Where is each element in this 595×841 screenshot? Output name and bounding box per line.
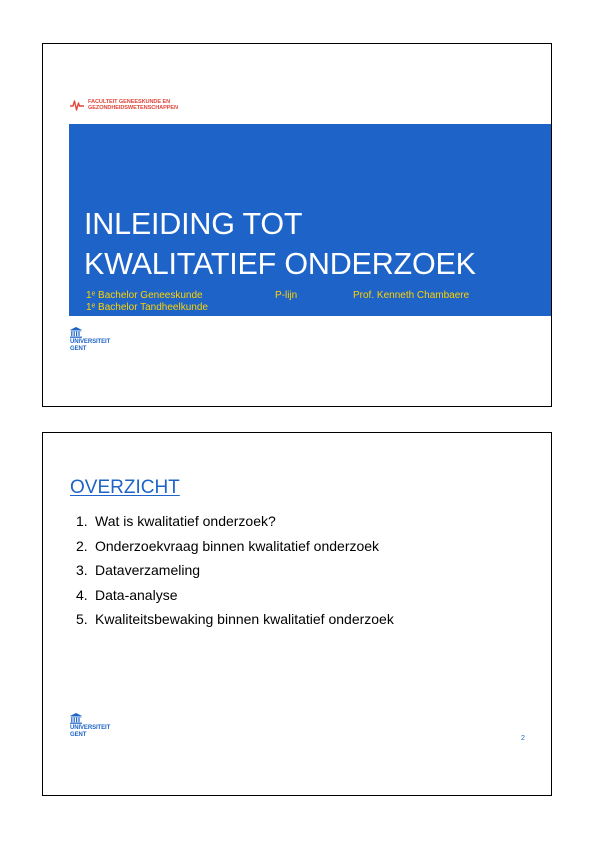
university-name-line1: UNIVERSITEIT [70, 339, 111, 345]
university-name-line2: GENT [70, 731, 87, 738]
faculty-logo [70, 99, 178, 112]
ugent-logo [70, 713, 110, 738]
list-item-number: 5. [76, 611, 88, 627]
list-item-text: Wat is kwalitatief onderzoek? [95, 513, 276, 529]
list-item [76, 607, 394, 632]
list-item [76, 534, 394, 559]
course-track: P-lijn [275, 290, 298, 301]
slide-title [84, 204, 476, 284]
list-item-number: 1. [76, 513, 88, 529]
ugent-logo [70, 327, 110, 352]
section-heading: OVERZICHT [70, 477, 180, 498]
list-item [76, 583, 394, 608]
list-item-text: Onderzoekvraag binnen kwalitatief onderzoek [95, 537, 380, 554]
university-name-line2: GENT [70, 345, 87, 352]
slide-1 [42, 43, 552, 407]
page-number: 2 [521, 735, 525, 742]
university-name-line1: UNIVERSITEIT [70, 725, 111, 731]
list-item-number: 3. [76, 562, 88, 578]
author-name: Prof. Kenneth Chambaere [353, 290, 470, 301]
list-item-text: Kwaliteitsbewaking binnen kwalitatief onderzoek [95, 611, 394, 627]
heartbeat-icon [70, 99, 84, 111]
slide-2 [42, 432, 552, 796]
slide-title-line1: INLEIDING TOT [84, 207, 303, 241]
slide-title-line2: KWALITATIEF ONDERZOEK [84, 247, 476, 281]
list-item [76, 558, 394, 583]
programme-dentistry: 1ᵉ Bachelor Tandheelkunde [86, 302, 208, 313]
list-item [76, 509, 394, 534]
title-banner [69, 124, 552, 316]
university-building-icon [70, 713, 82, 724]
list-item-text: Data-analyse [95, 586, 178, 603]
list-item-text: Dataverzameling [95, 562, 201, 578]
overview-list [76, 509, 394, 632]
university-building-icon [70, 327, 82, 338]
faculty-name-line2: GEZONDHEIDSWETENSCHAPPEN [88, 105, 178, 112]
list-item-number: 2. [76, 537, 88, 554]
list-item-number: 4. [76, 586, 88, 603]
faculty-name-line1: FACULTEIT GENEESKUNDE EN [88, 99, 171, 105]
programme-medicine: 1ᵉ Bachelor Geneeskunde [86, 290, 203, 301]
